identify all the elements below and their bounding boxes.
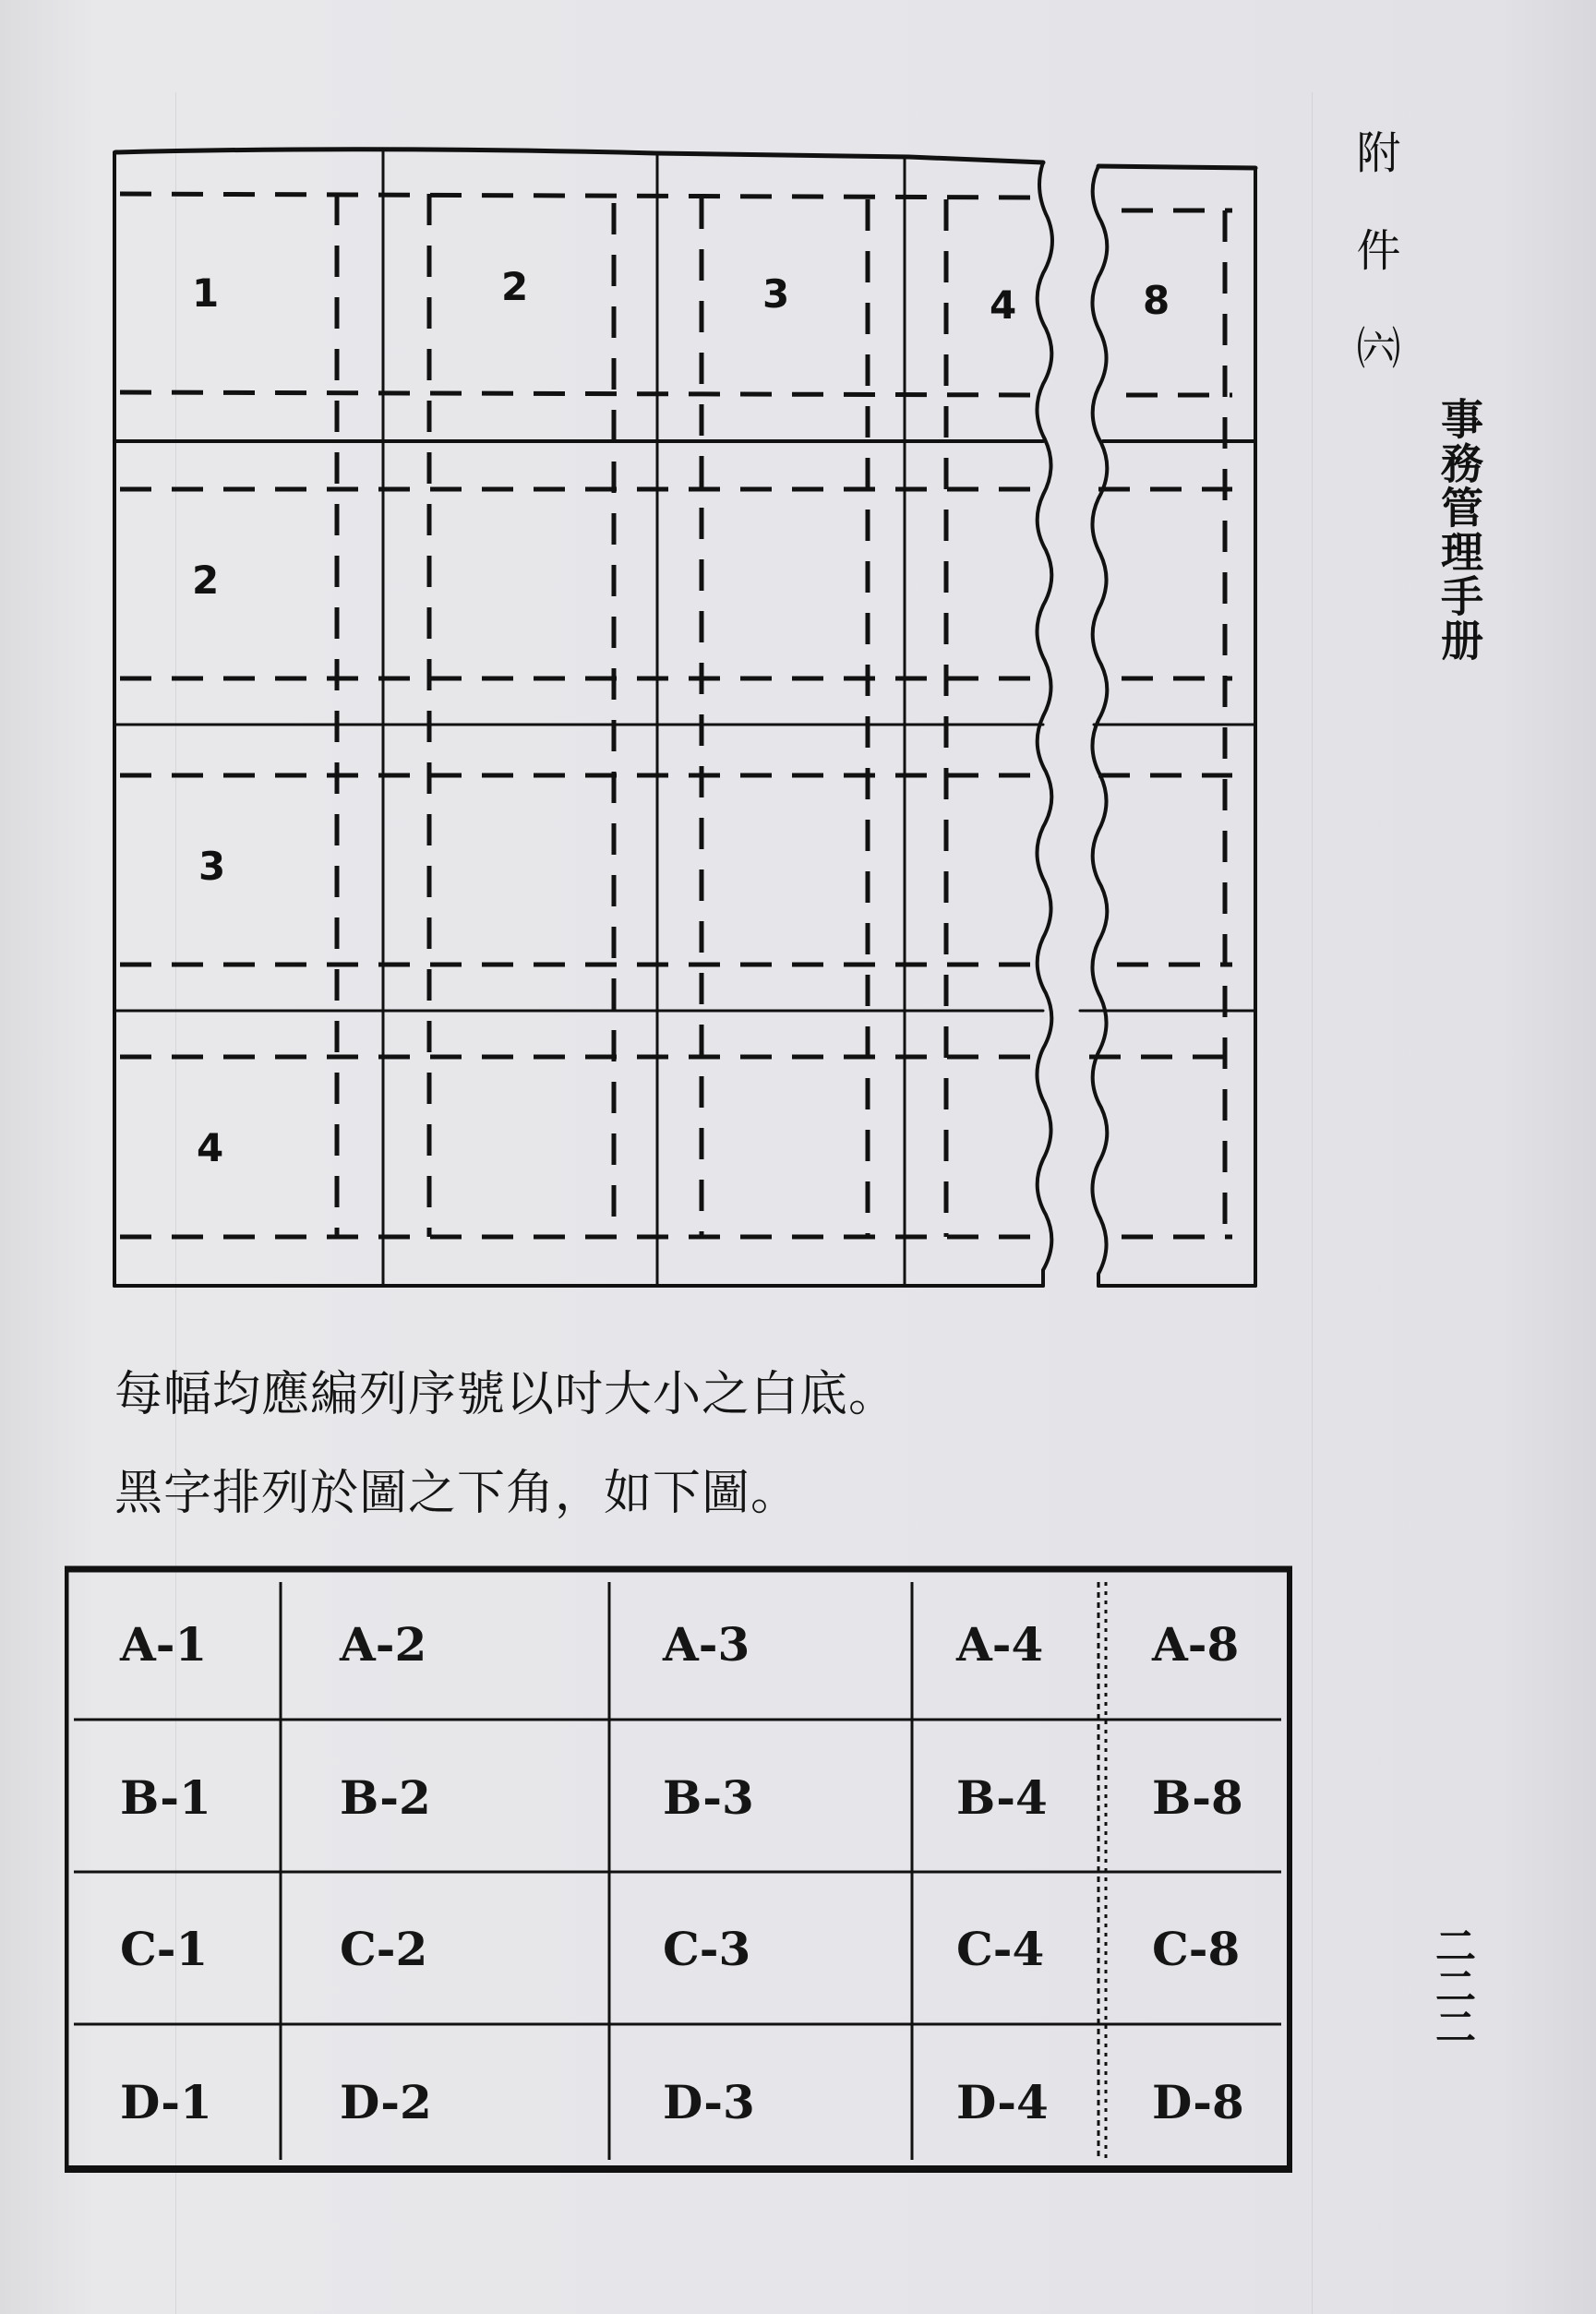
table-cell: C-1: [120, 1922, 209, 1976]
table-cell: C-4: [956, 1922, 1045, 1976]
table-cell: B-1: [120, 1770, 211, 1825]
table-cell: A-1: [120, 1617, 208, 1672]
table-cell: B-3: [663, 1770, 754, 1825]
book-title: 事務管理手册: [1434, 397, 1484, 663]
table-cell: A-8: [1152, 1617, 1240, 1672]
table-cell: D-2: [340, 2075, 432, 2129]
table-cell: A-2: [340, 1617, 427, 1672]
row-number-4: 4: [197, 1125, 224, 1170]
table-cell: B-2: [340, 1770, 431, 1825]
appendix-title: 附件㈥: [1349, 129, 1400, 423]
column-number-2: 2: [501, 264, 529, 309]
table-cell: C-8: [1152, 1922, 1241, 1976]
table-cell: D-3: [663, 2075, 755, 2129]
table-cell: C-3: [663, 1922, 751, 1976]
table-cell: C-2: [340, 1922, 428, 1976]
column-number-4: 4: [990, 282, 1017, 328]
instruction-line-2: 黑字排列於圖之下角，如下圖。: [114, 1466, 800, 1521]
table-cell: B-4: [956, 1770, 1048, 1825]
column-number-3: 3: [762, 271, 790, 317]
instruction-line-1: 每幅均應編列序號以吋大小之白底。: [114, 1367, 898, 1422]
row-number-2: 2: [192, 558, 220, 603]
table-cell: D-4: [956, 2075, 1049, 2129]
page-number: 二二二: [1428, 1924, 1475, 2046]
column-number-8: 8: [1143, 278, 1170, 323]
sheet-label-table: [65, 1560, 1292, 2176]
table-cell: B-8: [1152, 1770, 1243, 1825]
table-cell: D-8: [1152, 2075, 1244, 2129]
column-number-1: 1: [192, 270, 220, 316]
table-cell: D-1: [120, 2075, 212, 2129]
row-number-3: 3: [198, 844, 226, 889]
table-cell: A-3: [663, 1617, 750, 1672]
table-cell: A-4: [956, 1617, 1044, 1672]
